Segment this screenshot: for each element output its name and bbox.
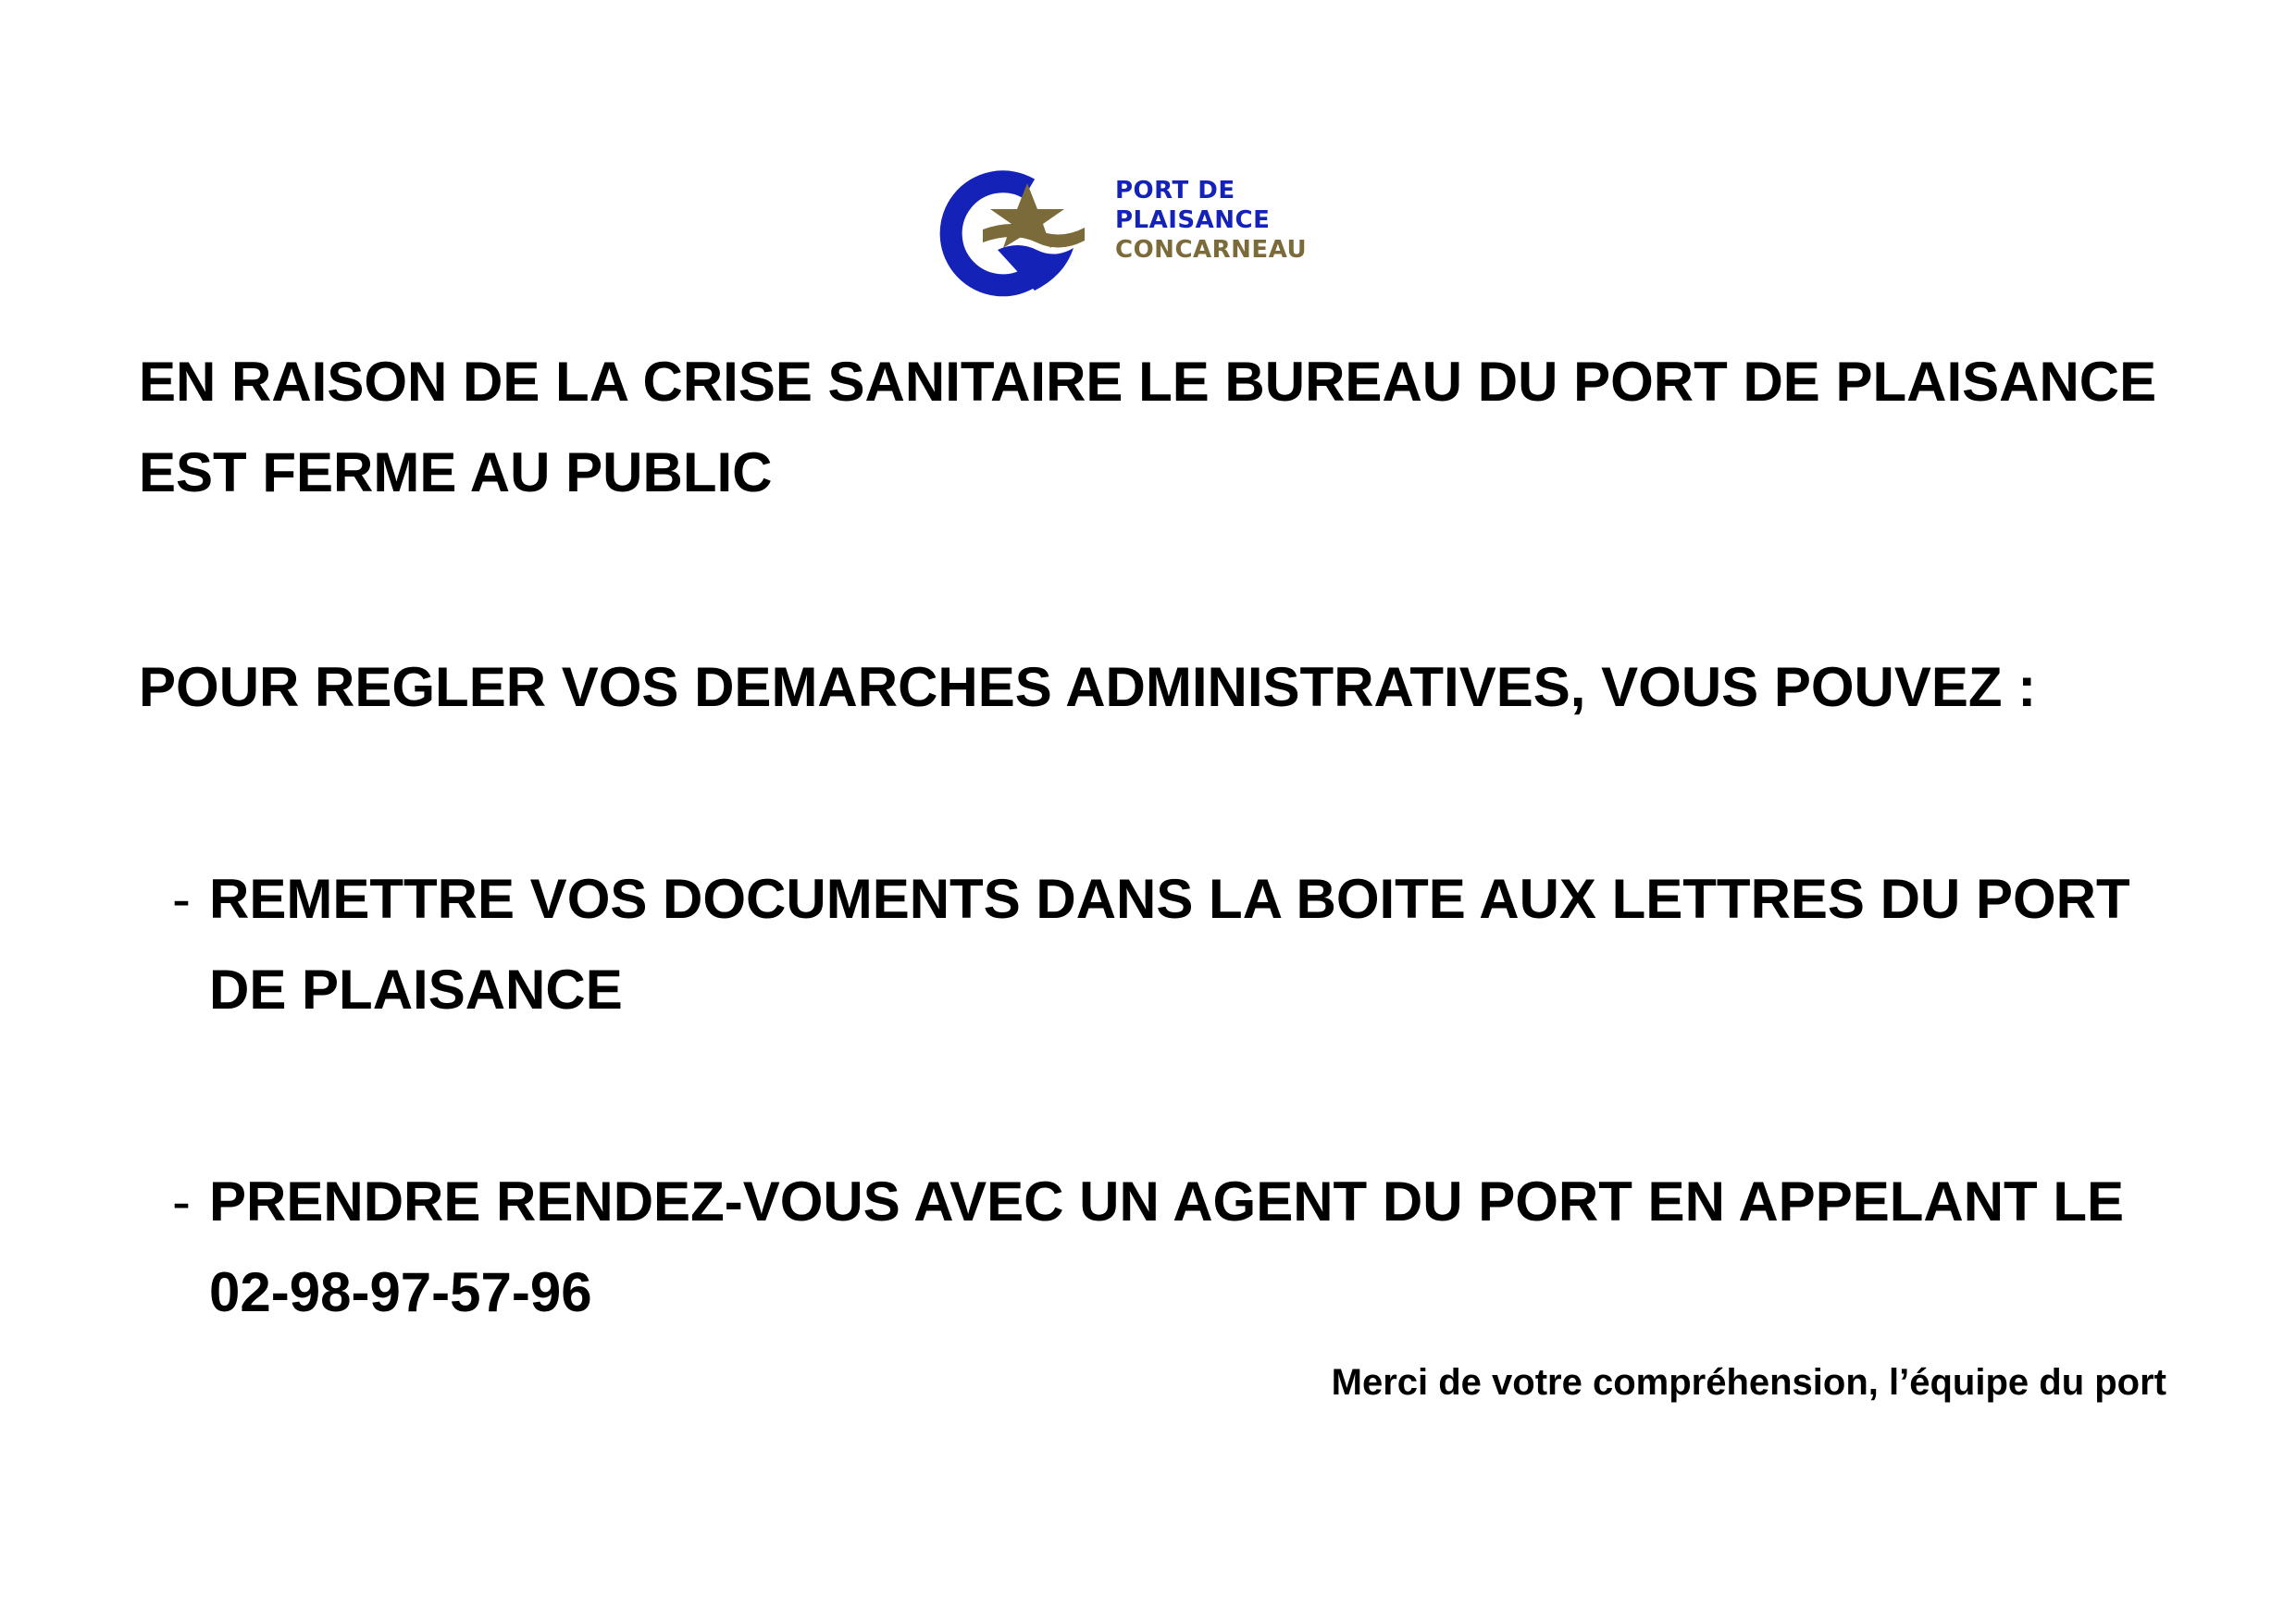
bullet-dash: -	[172, 1171, 191, 1233]
closure-line-1: EN RAISON DE LA CRISE SANITAIRE LE BUREAU DU PORT DE PLAISANCE	[139, 351, 2157, 413]
logo	[925, 163, 1351, 311]
thanks-message: Merci de votre compréhension, l’équipe du port	[1331, 1362, 2166, 1403]
option-text	[209, 1157, 2190, 1338]
option-line-1: REMETTRE VOS DOCUMENTS DANS LA BOITE AUX LETTRES DU PORT	[209, 868, 2130, 930]
closure-line-2: EST FERME AU PUBLIC	[139, 441, 773, 503]
option-line-1: PRENDRE RENDEZ-VOUS AVEC UN AGENT DU PORT EN APPELANT LE	[209, 1171, 2125, 1233]
closure-notice	[139, 337, 2156, 518]
option-text	[209, 854, 2190, 1035]
phone-number: 02-98-97-57-96	[209, 1261, 592, 1323]
port-emblem-icon	[925, 163, 1101, 311]
logo-text	[1115, 176, 1307, 265]
logo-line-3: CONCARNEAU	[1115, 236, 1308, 264]
bullet-dash: -	[172, 868, 191, 930]
logo-line-2: PLAISANCE	[1115, 206, 1271, 234]
option-line-2: DE PLAISANCE	[209, 959, 623, 1021]
intro-text: POUR REGLER VOS DEMARCHES ADMINISTRATIVES, VOUS POUVEZ :	[139, 656, 2037, 718]
logo-line-1: PORT DE	[1115, 177, 1235, 204]
